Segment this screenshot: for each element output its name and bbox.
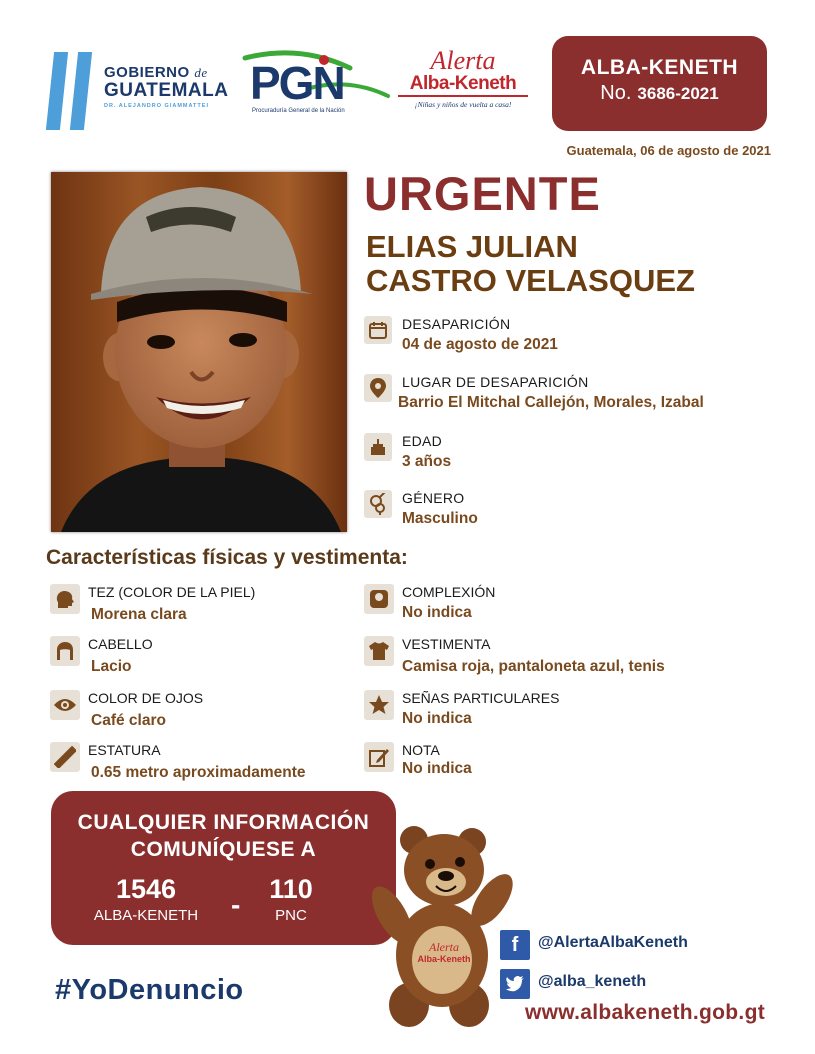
char-value: Café claro — [91, 712, 166, 729]
name-line2: CASTRO VELASQUEZ — [366, 263, 695, 298]
char-label: COMPLEXIÓN — [402, 584, 496, 600]
char-value: No indica — [402, 710, 472, 727]
char-label: ESTATURA — [88, 742, 161, 758]
eye-icon — [50, 690, 80, 720]
gender-icon — [364, 490, 392, 518]
name-line1: ELIAS JULIAN — [366, 229, 578, 264]
head-profile-icon — [50, 584, 80, 614]
char-hair — [50, 636, 380, 686]
detail-location — [364, 374, 784, 424]
case-number-badge — [552, 36, 767, 131]
char-label: COLOR DE OJOS — [88, 690, 204, 706]
facebook-icon: f — [500, 930, 530, 960]
alerta-logo-line1: Alerta — [430, 46, 496, 75]
char-label: SEÑAS PARTICULARES — [402, 690, 560, 706]
gov-logo-line2: GUATEMALA — [104, 80, 229, 101]
contact-line1: CUALQUIER INFORMACIÓN — [77, 811, 370, 834]
gov-logo-line3: DR. ALEJANDRO GIAMMATTEI — [104, 103, 209, 109]
pgn-letters: PGN — [250, 57, 344, 109]
bear-badge-line1: Alerta — [429, 940, 459, 954]
detail-value: 3 años — [402, 453, 452, 470]
twitter-icon — [500, 969, 530, 999]
char-value: Morena clara — [91, 606, 187, 623]
alerta-logo-tagline: ¡Niñas y niños de vuelta a casa! — [414, 100, 512, 109]
birthday-cake-icon — [364, 433, 392, 461]
char-skin-tone — [50, 584, 380, 634]
missing-person-name — [366, 230, 695, 298]
phone-number: 1546 — [115, 874, 177, 904]
char-label: VESTIMENTA — [402, 636, 491, 652]
alerta-alba-keneth-logo — [398, 48, 533, 118]
char-label: NOTA — [402, 742, 440, 758]
hashtag: #YoDenuncio — [55, 974, 244, 1006]
detail-age — [364, 433, 784, 483]
shirt-icon — [364, 636, 394, 666]
phone-label: ALBA-KENETH — [93, 907, 199, 924]
location-pin-icon — [364, 374, 392, 402]
urgent-heading: URGENTE — [364, 167, 601, 220]
contact-info-box — [51, 791, 396, 945]
bear-mascot-icon — [364, 820, 514, 1030]
detail-value: Barrio El Mitchal Callejón, Morales, Izabal — [398, 394, 704, 411]
missing-child-photo — [51, 172, 347, 532]
char-value: No indica — [402, 604, 472, 621]
detail-value: 04 de agosto de 2021 — [402, 336, 558, 353]
char-value: Camisa roja, pantaloneta azul, tenis — [402, 658, 665, 675]
detail-label: EDAD — [402, 433, 443, 449]
detail-value: Masculino — [402, 510, 478, 527]
char-value: 0.65 metro aproximadamente — [91, 764, 306, 781]
detail-label: GÉNERO — [402, 490, 465, 506]
pgn-subtitle: Procuraduría General de la Nación — [252, 108, 345, 114]
publication-date: Guatemala, 06 de agosto de 2021 — [566, 143, 771, 158]
char-note — [364, 742, 694, 792]
ruler-icon — [50, 742, 80, 772]
case-number: 3686-2021 — [637, 84, 719, 103]
phone-pnc[interactable] — [241, 875, 341, 924]
phone-number: 110 — [269, 874, 313, 904]
detail-label: DESAPARICIÓN — [402, 316, 511, 332]
contact-line2: COMUNÍQUESE A — [130, 838, 317, 861]
char-clothing — [364, 636, 694, 686]
phone-alba-keneth[interactable] — [71, 875, 221, 924]
phone-label: PNC — [275, 907, 307, 924]
characteristics-heading: Características físicas y vestimenta: — [46, 546, 408, 569]
char-label: CABELLO — [88, 636, 153, 652]
star-icon — [364, 690, 394, 720]
twitter-handle: @alba_keneth — [538, 973, 647, 990]
char-build — [364, 584, 694, 634]
pgn-logo — [240, 48, 390, 118]
hair-icon — [50, 636, 80, 666]
gov-logo-script: de — [194, 65, 208, 80]
gov-logo-line1: GOBIERNO — [104, 64, 190, 81]
case-no-label: No. — [600, 82, 632, 104]
gobierno-guatemala-logo — [50, 52, 230, 132]
note-edit-icon — [364, 742, 394, 772]
char-label: TEZ (COLOR DE LA PIEL) — [88, 584, 256, 600]
flag-bars-icon — [50, 52, 94, 130]
detail-gender — [364, 490, 784, 540]
detail-disappearance-date — [364, 316, 784, 366]
char-eye-color — [50, 690, 380, 740]
char-height — [50, 742, 380, 792]
alerta-logo-line2: Alba-Keneth — [398, 73, 528, 97]
case-program: ALBA-KENETH — [580, 56, 739, 79]
website-link[interactable]: www.albakeneth.gob.gt — [524, 1001, 765, 1024]
char-distinguishing-marks — [364, 690, 694, 740]
bear-badge-line2: Alba-Keneth — [417, 954, 471, 964]
phone-separator: - — [231, 889, 241, 920]
scale-icon — [364, 584, 394, 614]
facebook-handle: @AlertaAlbaKeneth — [538, 934, 688, 951]
char-value: Lacio — [91, 658, 132, 675]
char-value: No indica — [402, 760, 472, 777]
calendar-icon — [364, 316, 392, 344]
detail-label: LUGAR DE DESAPARICIÓN — [402, 374, 589, 390]
